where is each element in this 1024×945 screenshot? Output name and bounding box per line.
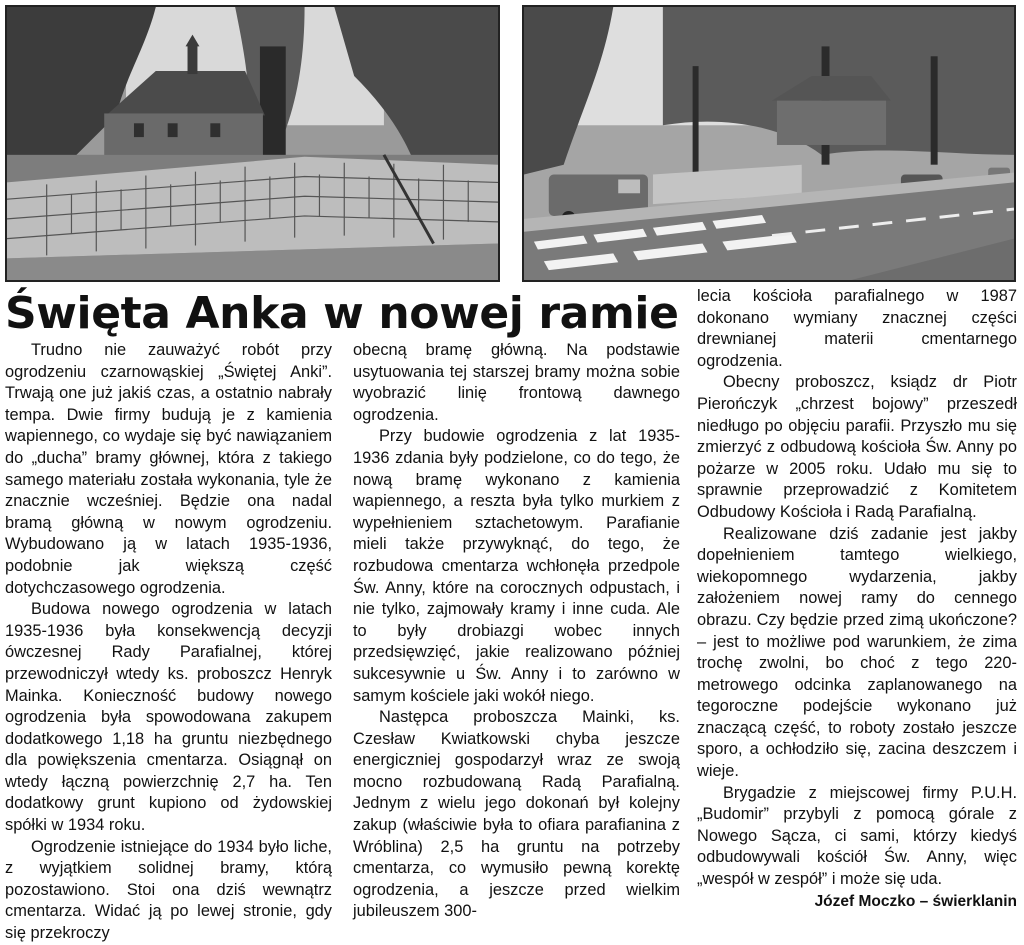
paragraph: Realizowane dziś zadanie jest jakby dopełnieniem tamtego wielkiego, wiekopomnego wydarzenia, jakby założeniem nowej ramy do cennego obrazu. Czy będzie przed zimą ukończone? – jest to możliwe pod warunkiem, że zima trochę zwolni, bo choć z tego 220-metrowego odcinka zaplanowanego na tegoroczne podejście wykonano już znaczącą część, to roboty zostało jeszcze sporo, a ochłodziło się, zacina deszczem i wieje. [697,524,1017,781]
photo-church-stone-wall [5,5,500,282]
paragraph: Brygadzie z miejscowej firmy P.U.H. „Budomir” przybyli z pomocą górale z Nowego Sącza, ci sami, którzy kiedyś odbudowywali kościół Św. Anny, więc „wespół w zespół” i może się uda. [697,783,1017,889]
article-headline: Święta Anka w nowej ramie [5,288,679,339]
paragraph: Ogrodzenie istniejące do 1934 było liche, z wyjątkiem solidnej bramy, którą pozostawiono. Stoi ona dziś wewnątrz cmentarza. Widać ją po lewej stronie, gdy się przekroczy [5,837,332,943]
photo-road-crosswalk [522,5,1016,282]
photo-road-crosswalk-image [524,7,1014,280]
paragraph: Przy budowie ogrodzenia z lat 1935-1936 zdania były podzielone, co do tego, że nową bramę wykonano z kamienia wapiennego, a reszta była tylko murkiem z wypełnieniem sztachetowym. Parafianie mieli także przywyknąć, do tego, że rozbudowa cmentarza wchłonęła przedpole Św. Anny, które na corocznych odpustach, i nie tylko, zajmowały kramy i inne cuda. Ale to były drobiazgi wobec innych przedsięwzięć, jakie realizowano później sukcesywnie u Św. Anny i to zarówno w samym kościele jaki wokół niego. [353,427,680,705]
paragraph: Następca proboszcza Mainki, ks. Czesław Kwiatkowski chyba jeszcze energiczniej gospodarzył wraz ze swoją mocno rozbudowaną Radą Parafialną. Jednym z wielu jego dokonań był kolejny zakup (właściwie była to ofiara parafianina z Wróblina) 2,5 ha gruntu na potrzeby cmentarza, co wymusiło pewną korektę ogrodzenia, a jeszcze przed wielkim jubileuszem 300- [353,708,680,921]
paragraph: Obecny proboszcz, ksiądz dr Piotr Pierończyk „chrzest bojowy” przeszedł niedługo po objęciu parafii. Przyszło mu się zmierzyć z odbudową kościoła Św. Anny po pożarze w 2005 roku. Udało mu się to sprawnie przeprowadzić z Komitetem Odbudowy Kościoła i Radą Parafialną. [697,373,1017,521]
article-column-2 [353,340,680,923]
paragraph: Trudno nie zauważyć robót przy ogrodzeniu czarnowąskiej „Świętej Anki”. Trwają one już jakiś czas, a ostatnio nabrały tempa. Dwie firmy budują je z kamienia wapiennego, co wydaje się być nawiązaniem do „ducha” bramy głównej, która z takiego samego materiału została wykonania, tyle że znacznie wcześniej. Będzie ona nadal bramą główną w nowym ogrodzeniu. Wybudowano ją w latach 1935-1936, podobnie jak większą część dotychczasowego ogrodzenia. [5,341,332,597]
paragraph: lecia kościoła parafialnego w 1987 dokonano wymiany znacznej części drewnianej materii cmentarnego ogrodzenia. [697,287,1017,370]
photo-church-stone-wall-image [7,7,498,280]
article-column-3 [697,286,1017,912]
paragraph: Budowa nowego ogrodzenia w latach 1935-1936 była konsekwencją decyzji ówczesnej Rady Parafialnej, której przewodniczył wtedy ks. proboszcz Henryk Mainka. Konieczność budowy nowego ogrodzenia była spowodowana zakupem dodatkowego 1,18 ha gruntu niezbędnego dla powiększenia cmentarza. Osiągnął on wtedy łączną powierzchnię 2,7 ha. Ten dodatkowy grunt kupiono od żydowskiej spółki w 1934 roku. [5,600,332,835]
article-column-1 [5,340,332,945]
author-signature: Józef Moczko – świerklanin [814,892,1017,910]
paragraph: obecną bramę główną. Na podstawie usytuowania tej starszej bramy można sobie wyobrazić linię frontową dawnego ogrodzenia. [353,341,680,424]
